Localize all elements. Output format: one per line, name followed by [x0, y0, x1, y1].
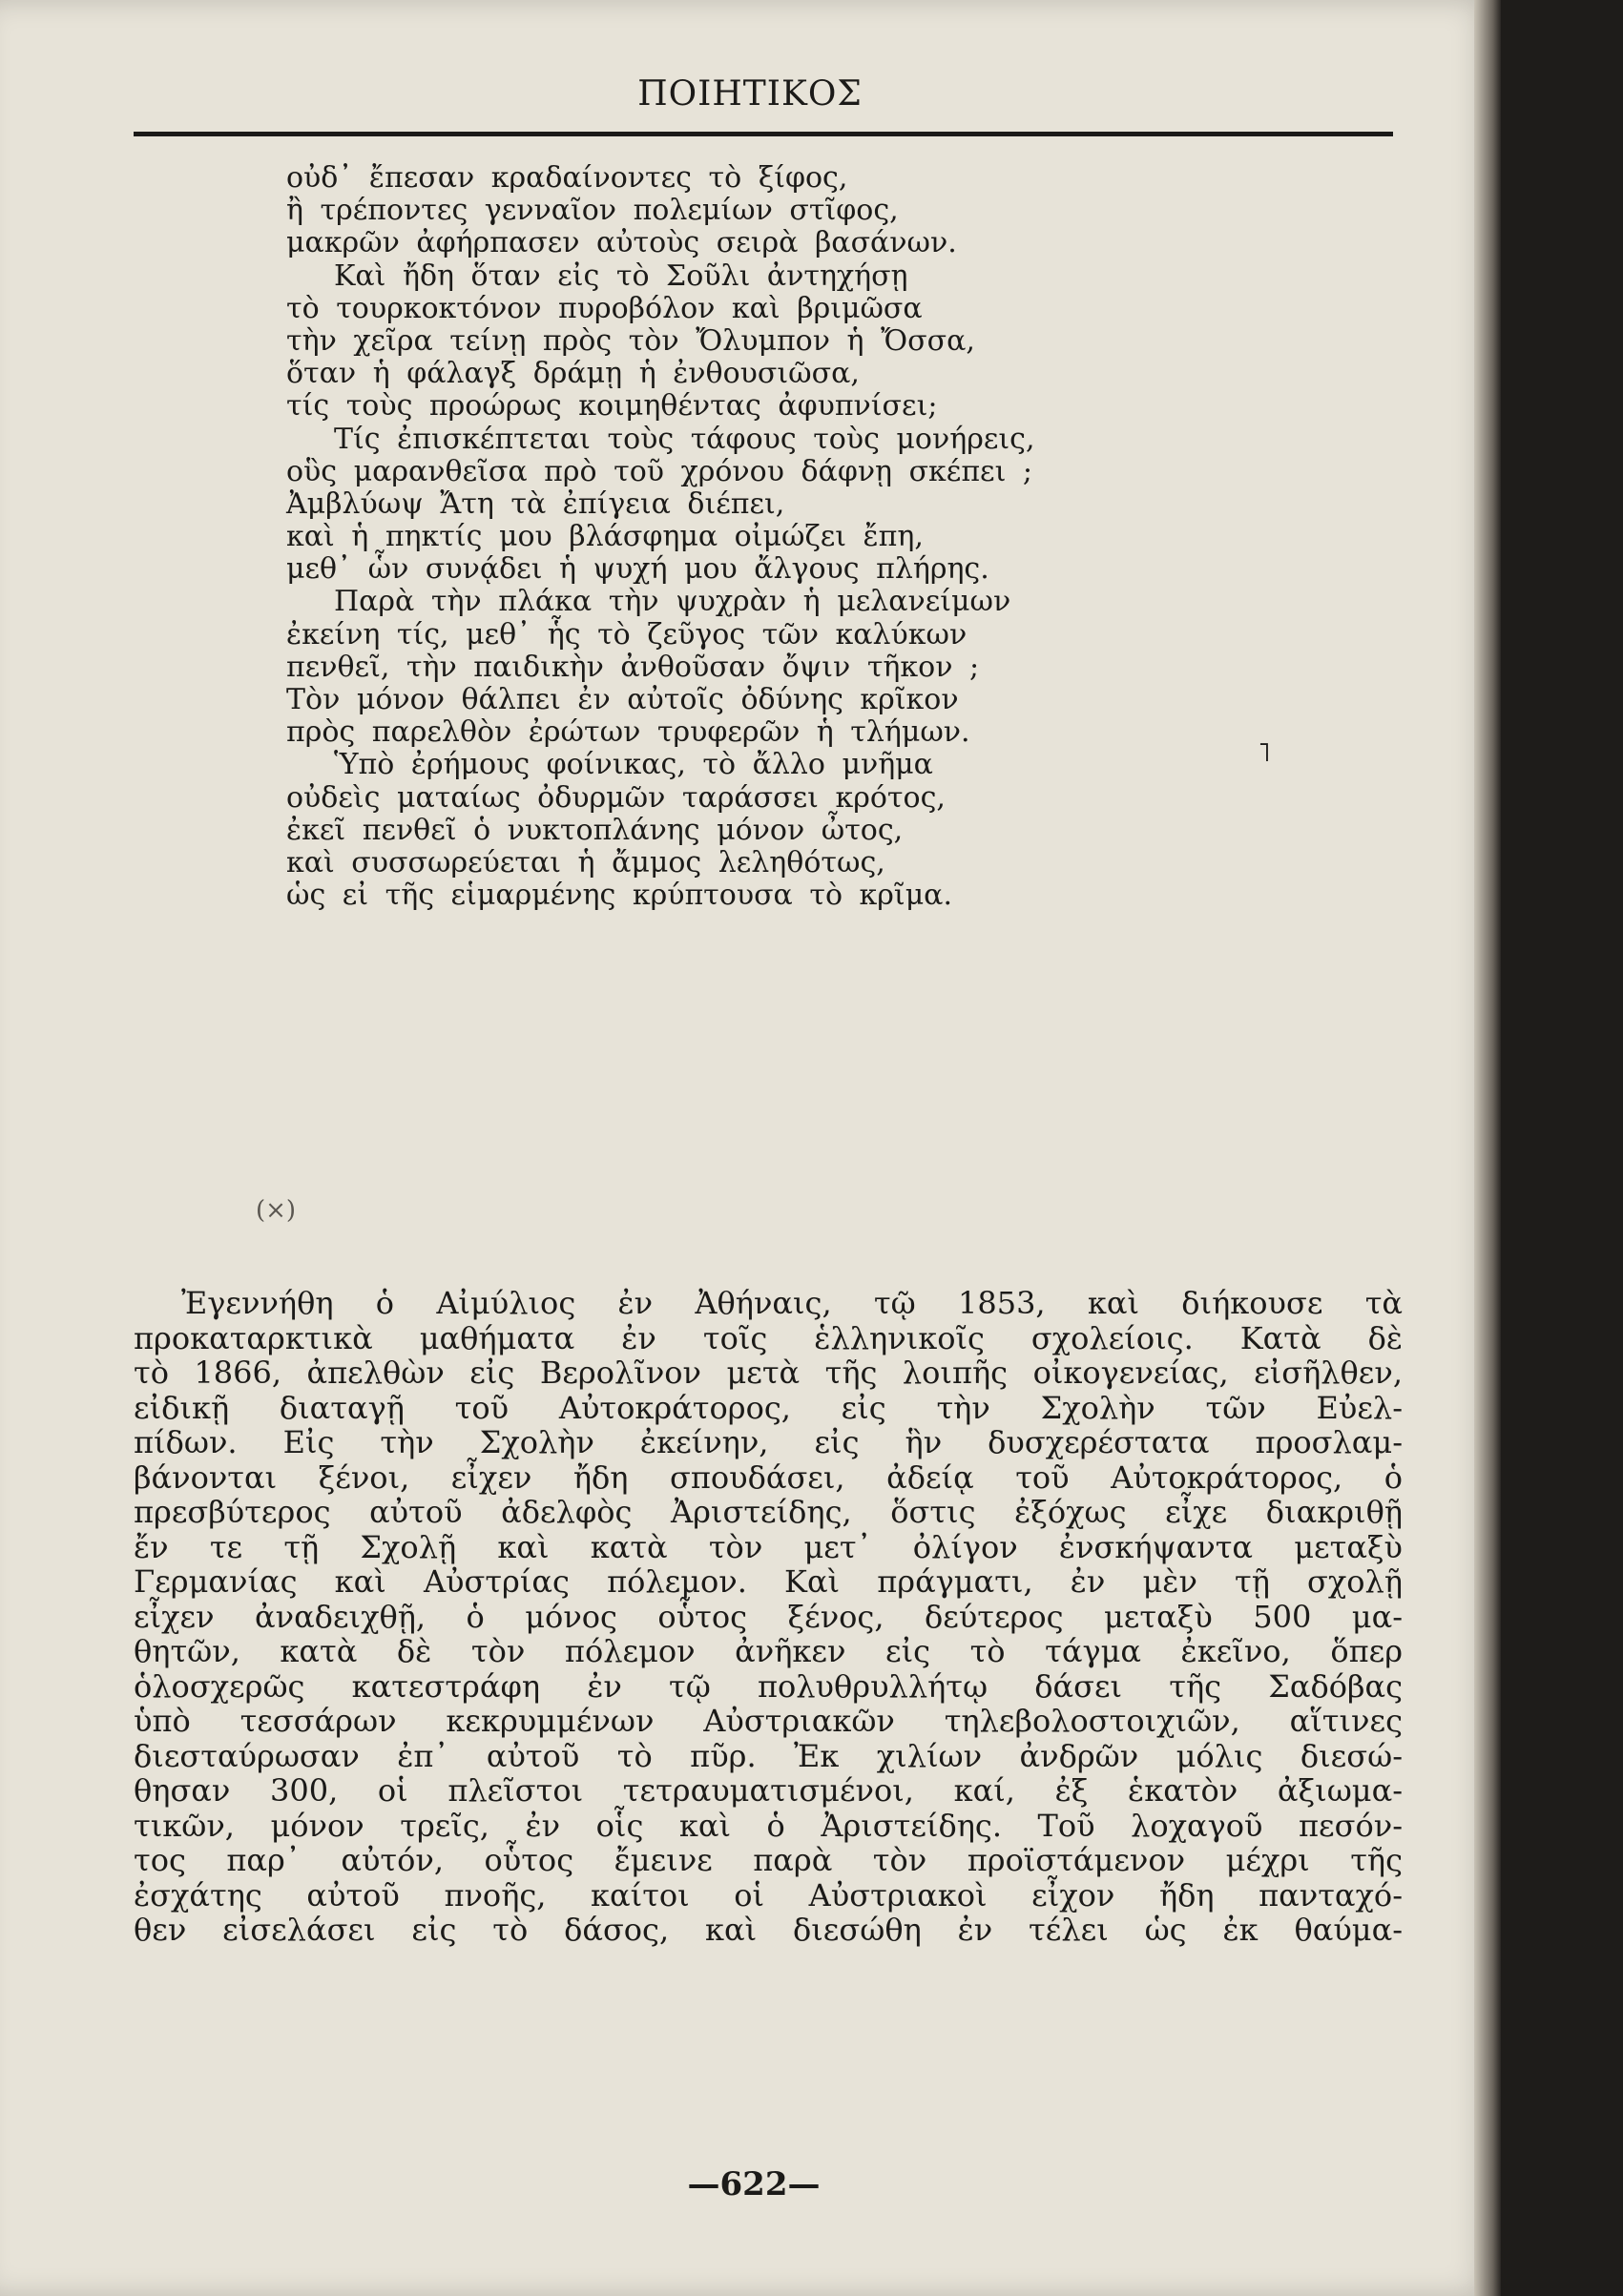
prose-line: ἐσχάτης αὐτοῦ πνοῆς, καίτοι οἱ Αὐστριακοὶ εἶχον ἤδη πανταχό-	[134, 1876, 1403, 1913]
poem-line: τὴν χεῖρα τείνῃ πρὸς τὸν Ὄλυμπον ἡ Ὄσσα,	[286, 323, 975, 358]
poem-line: ὅταν ἡ φάλαγξ δράμῃ ἡ ἐνθουσιῶσα,	[286, 357, 860, 391]
prose-block	[134, 1286, 1403, 1948]
book-gutter	[1474, 0, 1501, 2296]
poem-block	[286, 162, 1298, 912]
bracket-mark: ˥	[1258, 736, 1271, 768]
prose-line: διεσταύρωσαν ἐπ᾿ αὐτοῦ τὸ πῦρ. Ἐκ χιλίων ἀνδρῶν μόλις διεσώ-	[134, 1737, 1403, 1774]
poem-line: ἢ τρέποντες γενναῖον πολεμίων στῖφος,	[286, 194, 899, 228]
prose-line: πίδων. Εἰς τὴν Σχολὴν ἐκείνην, εἰς ἣν δυσχερέστατα προσλαμ-	[134, 1424, 1403, 1460]
poem-line: Τίς ἐπισκέπτεται τοὺς τάφους τοὺς μονήρεις,	[334, 422, 1035, 456]
poem-line: ἐκείνη τίς, μεθ᾿ ἧς τὸ ζεῦγος τῶν καλύκων	[286, 617, 968, 652]
poem-line: Ἀμβλύωψ Ἄτη τὰ ἐπίγεια διέπει,	[286, 486, 785, 521]
prose-line: ἔν τε τῇ Σχολῇ καὶ κατὰ τὸν μετ᾿ ὀλίγον ἐνσκήψαντα μεταξὺ	[134, 1528, 1403, 1565]
poem-line: καὶ συσσωρεύεται ἡ ἄμμος λεληθότως,	[286, 845, 885, 879]
poem-line: τὸ τουρκοκτόνον πυροβόλον καὶ βριμῶσα	[286, 291, 923, 325]
prose-line: τος παρ᾿ αὐτόν, οὗτος ἔμεινε παρὰ τὸν προϊστάμενον μέχρι τῆς	[134, 1842, 1403, 1878]
poem-line: οὐδεὶς ματαίως ὀδυρμῶν ταράσσει κρότος,	[286, 780, 946, 815]
prose-line: θητῶν, κατὰ δὲ τὸν πόλεμον ἀνῆκεν εἰς τὸ τάγμα ἐκεῖνο, ὅπερ	[134, 1633, 1403, 1669]
poem-line: καὶ ἡ πηκτίς μου βλάσφημα οἰμώζει ἔπη,	[286, 520, 924, 554]
prose-line: εἶχεν ἀναδειχθῇ, ὁ μόνος οὗτος ξένος, δεύτερος μεταξὺ 500 μα-	[134, 1598, 1403, 1635]
poem-line: ἐκεῖ πενθεῖ ὁ νυκτοπλάνης μόνον ὦτος,	[286, 813, 904, 847]
poem-line: πενθεῖ, τὴν παιδικὴν ἀνθοῦσαν ὄψιν τῆκον ;	[286, 650, 980, 684]
prose-line: εἰδικῇ διαταγῇ τοῦ Αὐτοκράτορος, εἰς τὴν Σχολὴν τῶν Εὐελ-	[134, 1389, 1403, 1426]
prose-line: προκαταρκτικὰ μαθήματα ἐν τοῖς ἑλληνικοῖς σχολείοις. Κατὰ δὲ	[134, 1319, 1403, 1356]
poem-line: μακρῶν ἀφήρπασεν αὐτοὺς σειρὰ βασάνων.	[286, 226, 957, 260]
poem-line: ὡς εἰ τῆς εἱμαρμένης κρύπτουσα τὸ κρῖμα.	[286, 879, 952, 913]
page-number: —622—	[687, 2165, 821, 2203]
prose-line: ὑπὸ τεσσάρων κεκρυμμένων Αὐστριακῶν τηλεβολοστοιχιῶν, αἵτινες	[134, 1703, 1403, 1739]
prose-line: τικῶν, μόνον τρεῖς, ἐν οἷς καὶ ὁ Ἀριστείδης. Τοῦ λοχαγοῦ πεσόν-	[134, 1807, 1403, 1844]
poem-line: Τὸν μόνον θάλπει ἐν αὐτοῖς ὀδύνης κρῖκον	[286, 683, 959, 716]
prose-line: ὁλοσχερῶς κατεστράφη ἐν τῷ πολυθρυλλήτῳ δάσει τῆς Σαδόβας	[134, 1667, 1403, 1705]
poem-line: μεθ᾿ ὧν συνᾴδει ἡ ψυχή μου ἄλγους πλήρης.	[286, 552, 989, 587]
poem-line: Παρὰ τὴν πλάκα τὴν ψυχρὰν ἡ μελανείμων	[334, 585, 1011, 619]
poem-line: Καὶ ἤδη ὅταν εἰς τὸ Σοῦλι ἀντηχήσῃ	[334, 259, 908, 293]
prose-line: Ἐγεννήθη ὁ Αἰμύλιος ἐν Ἀθήναις, τῷ 1853, καὶ διήκουσε τὰ	[181, 1285, 1403, 1321]
prose-line: τὸ 1866, ἀπελθὼν εἰς Βερολῖνον μετὰ τῆς λοιπῆς οἰκογενείας, εἰσῆλθεν,	[134, 1355, 1403, 1391]
prose-line: θησαν 300, οἱ πλεῖστοι τετραυματισμένοι, καί, ἐξ ἑκατὸν ἀξιωμα-	[134, 1772, 1403, 1809]
poem-line: Ὑπὸ ἐρήμους φοίνικας, τὸ ἄλλο μνῆμα	[334, 748, 933, 782]
running-header: ΠΟΙΗΤΙΚΟΣ	[637, 74, 863, 114]
header-rule	[134, 132, 1393, 136]
poem-line: πρὸς παρελθὸν ἐρώτων τρυφερῶν ἡ τλήμων.	[286, 715, 970, 750]
footnote-marker: (×)	[256, 1196, 297, 1225]
prose-line: Γερμανίας καὶ Αὐστρίας πόλεμον. Καὶ πράγματι, ἐν μὲν τῇ σχολῇ	[134, 1563, 1403, 1600]
prose-line: θεν εἰσελάσει εἰς τὸ δάσος, καὶ διεσώθη ἐν τέλει ὡς ἐκ θαύμα-	[134, 1912, 1403, 1948]
poem-line: οὓς μαρανθεῖσα πρὸ τοῦ χρόνου δάφνῃ σκέπει ;	[286, 454, 1033, 488]
poem-line: τίς τοὺς προώρως κοιμηθέντας ἀφυπνίσει;	[286, 389, 938, 424]
prose-line: πρεσβύτερος αὐτοῦ ἀδελφὸς Ἀριστείδης, ὅστις ἐξόχως εἶχε διακριθῇ	[134, 1494, 1403, 1530]
poem-line: οὐδ᾿ ἔπεσαν κραδαίνοντες τὸ ξίφος,	[286, 161, 848, 195]
prose-line: βάνονται ξένοι, εἶχεν ἤδη σπουδάσει, ἀδείᾳ τοῦ Αὐτοκράτορος, ὁ	[134, 1458, 1403, 1496]
